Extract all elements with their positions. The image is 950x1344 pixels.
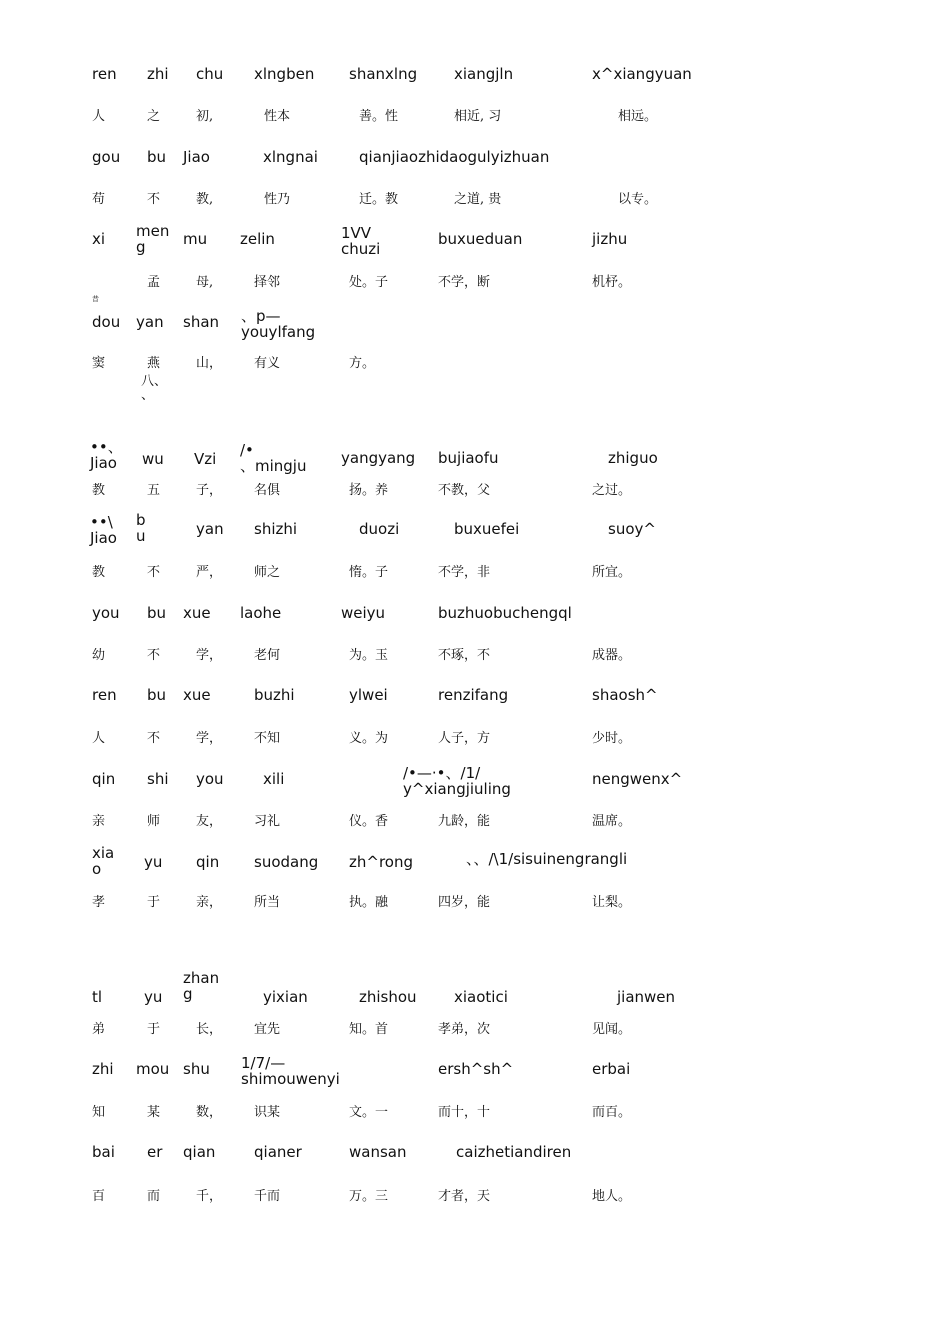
pinyin-text: xue	[183, 604, 211, 622]
hanzi-text: 四岁，能	[438, 895, 491, 910]
pinyin-text: laohe	[240, 604, 282, 622]
hanzi-text: 学，	[196, 731, 223, 746]
hanzi-text: 义。为	[349, 731, 389, 746]
hanzi-text: 性乃	[264, 192, 291, 207]
hanzi-text: 弟	[92, 1022, 106, 1037]
pinyin-text: buxueduan	[438, 230, 523, 248]
hanzi-text: 地人。	[592, 1189, 632, 1204]
hanzi-text: 扬。养	[349, 483, 389, 498]
hanzi-text: 善。性	[359, 109, 399, 124]
pinyin-text: jizhu	[592, 230, 628, 248]
pinyin-text: yangyang	[341, 449, 416, 467]
hanzi-text: 不	[147, 648, 161, 663]
pinyin-text: yu	[144, 988, 163, 1006]
pinyin-text: men g	[136, 222, 170, 256]
hanzi-text: 方。	[349, 356, 376, 371]
hanzi-text: 幼	[92, 648, 106, 663]
pinyin-text: ren	[92, 686, 117, 704]
hanzi-text: 子，	[196, 483, 223, 498]
pinyin-text: zhi	[92, 1060, 114, 1078]
hanzi-text: 于	[147, 895, 161, 910]
hanzi-text: 教,	[196, 192, 214, 207]
pinyin-text: xlngnai	[263, 148, 318, 166]
hanzi-text: 相近, 习	[454, 109, 502, 124]
hanzi-text: 友，	[196, 814, 223, 829]
hanzi-text: 执。融	[349, 895, 389, 910]
hanzi-text: 为。玉	[349, 648, 389, 663]
hanzi-text: 习礼	[254, 814, 281, 829]
pinyin-text: renzifang	[438, 686, 509, 704]
hanzi-text: 孟	[147, 275, 161, 290]
pinyin-text: yan	[136, 313, 164, 331]
hanzi-text: 老何	[254, 648, 281, 663]
pinyin-text: zelin	[240, 230, 275, 248]
pinyin-text: tl	[92, 988, 103, 1006]
pinyin-text: qin	[196, 853, 220, 871]
hanzi-text: 宜先	[254, 1022, 281, 1037]
hanzi-text: 长，	[196, 1022, 223, 1037]
hanzi-text: 昔	[92, 295, 99, 303]
hanzi-text: 人	[92, 109, 106, 124]
pinyin-text: gou	[92, 148, 121, 166]
pinyin-text: yan	[196, 520, 224, 538]
hanzi-text: 师之	[254, 565, 281, 580]
hanzi-text: 少时。	[592, 731, 632, 746]
hanzi-text: 学，	[196, 648, 223, 663]
pinyin-text: duozi	[359, 520, 400, 538]
pinyin-text: ylwei	[349, 686, 388, 704]
pinyin-text: qian	[183, 1143, 216, 1161]
pinyin-text: weiyu	[341, 604, 386, 622]
pinyin-text: ••\ Jiao	[90, 513, 117, 547]
hanzi-text: 某	[147, 1105, 161, 1120]
hanzi-text: 苟	[92, 192, 106, 207]
hanzi-text: 而	[147, 1189, 161, 1204]
hanzi-text: 燕	[147, 356, 161, 371]
pinyin-text: dou	[92, 313, 121, 331]
hanzi-text: 之	[147, 109, 161, 124]
pinyin-text: ersh^sh^	[438, 1060, 514, 1078]
pinyin-text: b u	[136, 511, 146, 545]
hanzi-text: 亲	[92, 814, 106, 829]
hanzi-text: 孝	[92, 895, 106, 910]
pinyin-text: mou	[136, 1060, 170, 1078]
pinyin-text: x^xiangyuan	[592, 65, 692, 83]
hanzi-text: 百	[92, 1189, 106, 1204]
hanzi-text: 山，	[196, 356, 223, 371]
pinyin-text: zhan g	[183, 969, 220, 1003]
hanzi-text: 不教，父	[438, 483, 491, 498]
hanzi-text: 于	[147, 1022, 161, 1037]
hanzi-text: 千而	[254, 1189, 281, 1204]
hanzi-text: 择邻	[254, 275, 281, 290]
hanzi-text: 相远。	[618, 109, 658, 124]
hanzi-text: 识某	[254, 1105, 281, 1120]
hanzi-text: 不学，非	[438, 565, 491, 580]
pinyin-text: nengwenx^	[592, 770, 683, 788]
hanzi-text: 之过。	[592, 483, 632, 498]
pinyin-text: 1VV chuzi	[341, 224, 381, 258]
hanzi-text: 不	[147, 192, 161, 207]
pinyin-text: shaosh^	[592, 686, 658, 704]
pinyin-text: wu	[142, 450, 164, 468]
pinyin-text: mu	[183, 230, 208, 248]
pinyin-text: ren	[92, 65, 117, 83]
hanzi-text: 严，	[196, 565, 223, 580]
pinyin-text: yu	[144, 853, 163, 871]
pinyin-text: xlngben	[254, 65, 315, 83]
pinyin-text: shan	[183, 313, 220, 331]
pinyin-text: 1/7/— shimouwenyi	[241, 1054, 340, 1088]
hanzi-text: 窦	[92, 356, 106, 371]
pinyin-text: xili	[263, 770, 285, 788]
hanzi-text: 文。一	[349, 1105, 389, 1120]
pinyin-text: qin	[92, 770, 116, 788]
hanzi-text: 九龄，能	[438, 814, 491, 829]
hanzi-text: 教	[92, 483, 106, 498]
hanzi-text: 人	[92, 731, 106, 746]
pinyin-text: xia o	[92, 844, 115, 878]
pinyin-text: xiaotici	[454, 988, 508, 1006]
hanzi-text: 处。子	[349, 275, 389, 290]
pinyin-text: zhi	[147, 65, 169, 83]
hanzi-text: 而百。	[592, 1105, 632, 1120]
pinyin-text: shizhi	[254, 520, 298, 538]
hanzi-text: 师	[147, 814, 161, 829]
hanzi-text: 不	[147, 731, 161, 746]
hanzi-text: 不学，断	[438, 275, 491, 290]
pinyin-text: suoy^	[608, 520, 656, 538]
hanzi-text: 而十，十	[438, 1105, 491, 1120]
pinyin-text: shanxlng	[349, 65, 418, 83]
hanzi-text: 名俱	[254, 483, 281, 498]
hanzi-text: 成器。	[592, 648, 632, 663]
hanzi-text: 惰。子	[349, 565, 389, 580]
hanzi-text: 不	[147, 565, 161, 580]
pinyin-text: 、p— youylfang	[241, 307, 316, 341]
pinyin-text: bai	[92, 1143, 115, 1161]
pinyin-text: caizhetiandiren	[456, 1143, 572, 1161]
pinyin-text: buxuefei	[454, 520, 520, 538]
hanzi-text: 性本	[264, 109, 291, 124]
pinyin-text: Jiao	[183, 148, 210, 166]
hanzi-text: 才者，天	[438, 1189, 491, 1204]
pinyin-text: shi	[147, 770, 169, 788]
pinyin-text: ••、 Jiao	[90, 438, 123, 472]
hanzi-text: 五	[147, 483, 161, 498]
pinyin-text: qianer	[254, 1143, 302, 1161]
hanzi-text: 有义	[254, 356, 281, 371]
hanzi-text: 亲，	[196, 895, 223, 910]
hanzi-text: 母,	[196, 275, 214, 290]
pinyin-text: zhiguo	[608, 449, 658, 467]
pinyin-text: /•—·•、/1/ y^xiangjiuling	[403, 764, 511, 798]
pinyin-text: bu	[147, 148, 167, 166]
pinyin-text: jianwen	[617, 988, 676, 1006]
pinyin-text: shu	[183, 1060, 210, 1078]
pinyin-text: erbai	[592, 1060, 631, 1078]
hanzi-text: 数，	[196, 1105, 223, 1120]
pinyin-text: xi	[92, 230, 106, 248]
hanzi-text: 让梨。	[592, 895, 632, 910]
pinyin-text: Vzi	[194, 450, 217, 468]
pinyin-text: wansan	[349, 1143, 407, 1161]
pinyin-text: bujiaofu	[438, 449, 499, 467]
hanzi-text: 以专。	[618, 192, 658, 207]
hanzi-text: 初,	[196, 109, 214, 124]
pinyin-text: /• 、mingju	[240, 441, 307, 475]
pinyin-text: 、、/\1/sisuinengrangli	[466, 850, 628, 868]
pinyin-text: buzhi	[254, 686, 295, 704]
pinyin-text: you	[196, 770, 224, 788]
pinyin-text: zhishou	[359, 988, 417, 1006]
hanzi-text: 所当	[254, 895, 281, 910]
hanzi-text: 知	[92, 1105, 106, 1120]
hanzi-text: 八、 、	[141, 374, 168, 403]
pinyin-text: zh^rong	[349, 853, 413, 871]
hanzi-text: 教	[92, 565, 106, 580]
pinyin-text: er	[147, 1143, 163, 1161]
hanzi-text: 千，	[196, 1189, 223, 1204]
pinyin-text: buzhuobuchengql	[438, 604, 572, 622]
hanzi-text: 温席。	[592, 814, 632, 829]
hanzi-text: 所宜。	[592, 565, 632, 580]
pinyin-text: qianjiaozhidaogulyizhuan	[359, 148, 550, 166]
hanzi-text: 孝弟，次	[438, 1022, 491, 1037]
hanzi-text: 迁。教	[359, 192, 399, 207]
pinyin-text: suodang	[254, 853, 319, 871]
hanzi-text: 不琢，不	[438, 648, 491, 663]
hanzi-text: 人子，方	[438, 731, 491, 746]
pinyin-text: bu	[147, 604, 167, 622]
hanzi-text: 见闻。	[592, 1022, 632, 1037]
hanzi-text: 之道, 贵	[454, 192, 502, 207]
pinyin-text: bu	[147, 686, 167, 704]
hanzi-text: 不知	[254, 731, 281, 746]
pinyin-text: yixian	[263, 988, 308, 1006]
pinyin-text: xue	[183, 686, 211, 704]
hanzi-text: 仪。香	[349, 814, 389, 829]
pinyin-text: xiangjln	[454, 65, 514, 83]
hanzi-text: 万。三	[349, 1189, 389, 1204]
pinyin-text: chu	[196, 65, 224, 83]
pinyin-text: you	[92, 604, 120, 622]
hanzi-text: 知。首	[349, 1022, 389, 1037]
hanzi-text: 机杼。	[592, 275, 632, 290]
